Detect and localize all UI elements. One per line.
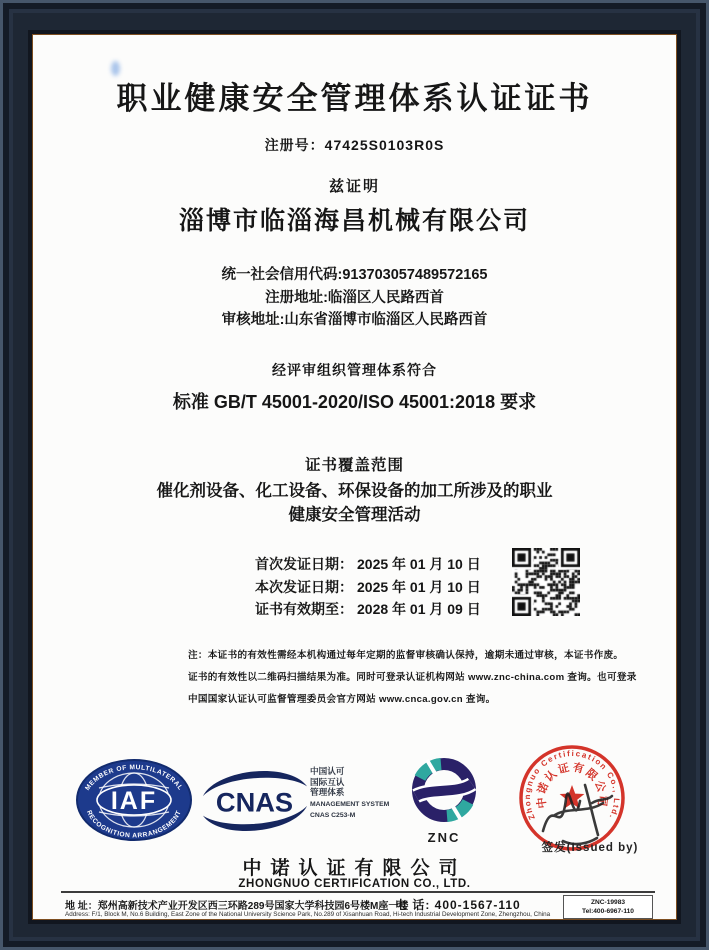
footer-code: ZNC-19983: [590, 899, 626, 906]
current-issue-date: 本次发证日期： 2025 年 01 月 10 日: [255, 578, 481, 595]
scope-line-2: 健康安全管理活动: [288, 506, 421, 524]
znc-logo-icon: [399, 757, 489, 827]
cnas-info-cn-1: 中国认可: [310, 766, 345, 776]
registration-number: 47425S0103R0S: [324, 137, 445, 153]
cnas-info-en-2: CNAS C253-M: [310, 811, 356, 819]
registration-label: 注册号：: [264, 137, 325, 153]
conformity-line: 经评审组织管理体系符合: [272, 362, 437, 378]
footer-address-en: Address: F/1, Block M, No.6 Building, East Zone of the National University Science Park, No.289 of Xisanhuan Road, Hi-tech Industrial Development Zone, Zhengzhou, China: [65, 911, 551, 918]
iaf-text: IAF: [110, 787, 158, 815]
issuer-name-cn: 中诺认证有限公司: [242, 858, 467, 879]
credit-code: 统一社会信用代码:913703057489572165: [221, 267, 488, 283]
company-name: 淄博市临淄海昌机械有限公司: [178, 207, 530, 235]
certificate-title: 职业健康安全管理体系认证证书: [116, 81, 593, 116]
iaf-logo-icon: [73, 757, 195, 843]
issuer-name-en: ZHONGNUO CERTIFICATION CO., LTD.: [238, 878, 471, 890]
issued-by-label: 签发(Issued by): [541, 842, 639, 854]
iaf-top-arc-text: MEMBER OF MULTILATERAL: [84, 764, 184, 792]
cnas-text: CNAS: [215, 786, 294, 818]
znc-logo-block: [399, 757, 489, 845]
footer-code-box: [563, 895, 653, 919]
audit-address: 审核地址:山东省淄博市临淄区人民路西首: [221, 312, 488, 328]
registration-number-line: [33, 135, 676, 155]
note-line-2: 证书的有效性以二维码扫描结果为准。同时可登录认证机构网站 www.znc-china.com 查询。也可登录: [188, 672, 637, 683]
certificate-page: [33, 35, 676, 919]
expiry-date: 证书有效期至： 2028 年 01 月 09 日: [255, 601, 481, 617]
znc-label: ZNC: [427, 830, 461, 845]
cnas-info-cn-3: 管理体系: [310, 787, 345, 797]
scope-title: 证书覆盖范围: [304, 457, 404, 474]
cnas-info-block: [310, 766, 389, 820]
seal-chinese-arc-text: 中诺认证有限公司: [535, 761, 609, 809]
qr-code: [512, 548, 580, 616]
footer-tel-en: Tel:400-6967-110: [582, 908, 634, 915]
iaf-bottom-arc-text: RECOGNITION ARRANGEMENT: [85, 809, 183, 840]
cnas-info-cn-2: 国际互认: [310, 776, 345, 787]
scope-line-1: 催化剂设备、化工设备、环保设备的加工所涉及的职业: [156, 482, 553, 500]
cnas-logo-icon: [199, 761, 311, 841]
note-line-3: 中国国家认证认可监督管理委员会官方网站 www.cnca.gov.cn 查询。: [188, 694, 496, 705]
footer-phone: 电 话: 400-1567-110: [395, 898, 521, 912]
certificate-notes: [188, 645, 637, 711]
footer-address-cn: 地 址：郑州高新技术产业开发区西三环路289号国家大学科技园6号楼M座一楼: [65, 901, 409, 912]
registered-address: 注册地址:临淄区人民路西首: [265, 290, 444, 306]
standard-line: 标准 GB/T 45001-2020/ISO 45001:2018 要求: [172, 392, 537, 412]
footer-bar: [61, 891, 655, 926]
note-line-1: 注：本证书的有效性需经本机构通过每年定期的监督审核确认保持，逾期未通过审核，本证书作废。: [188, 650, 624, 661]
date-block: [255, 553, 481, 621]
first-issue-date: 首次发证日期： 2025 年 01 月 10 日: [255, 556, 481, 572]
seal-ring-text: Zhongnuo Certification Co., Ltd.: [522, 748, 622, 822]
cnas-info-en-1: MANAGEMENT SYSTEM: [310, 800, 390, 808]
certify-intro: 兹证明: [328, 178, 380, 195]
